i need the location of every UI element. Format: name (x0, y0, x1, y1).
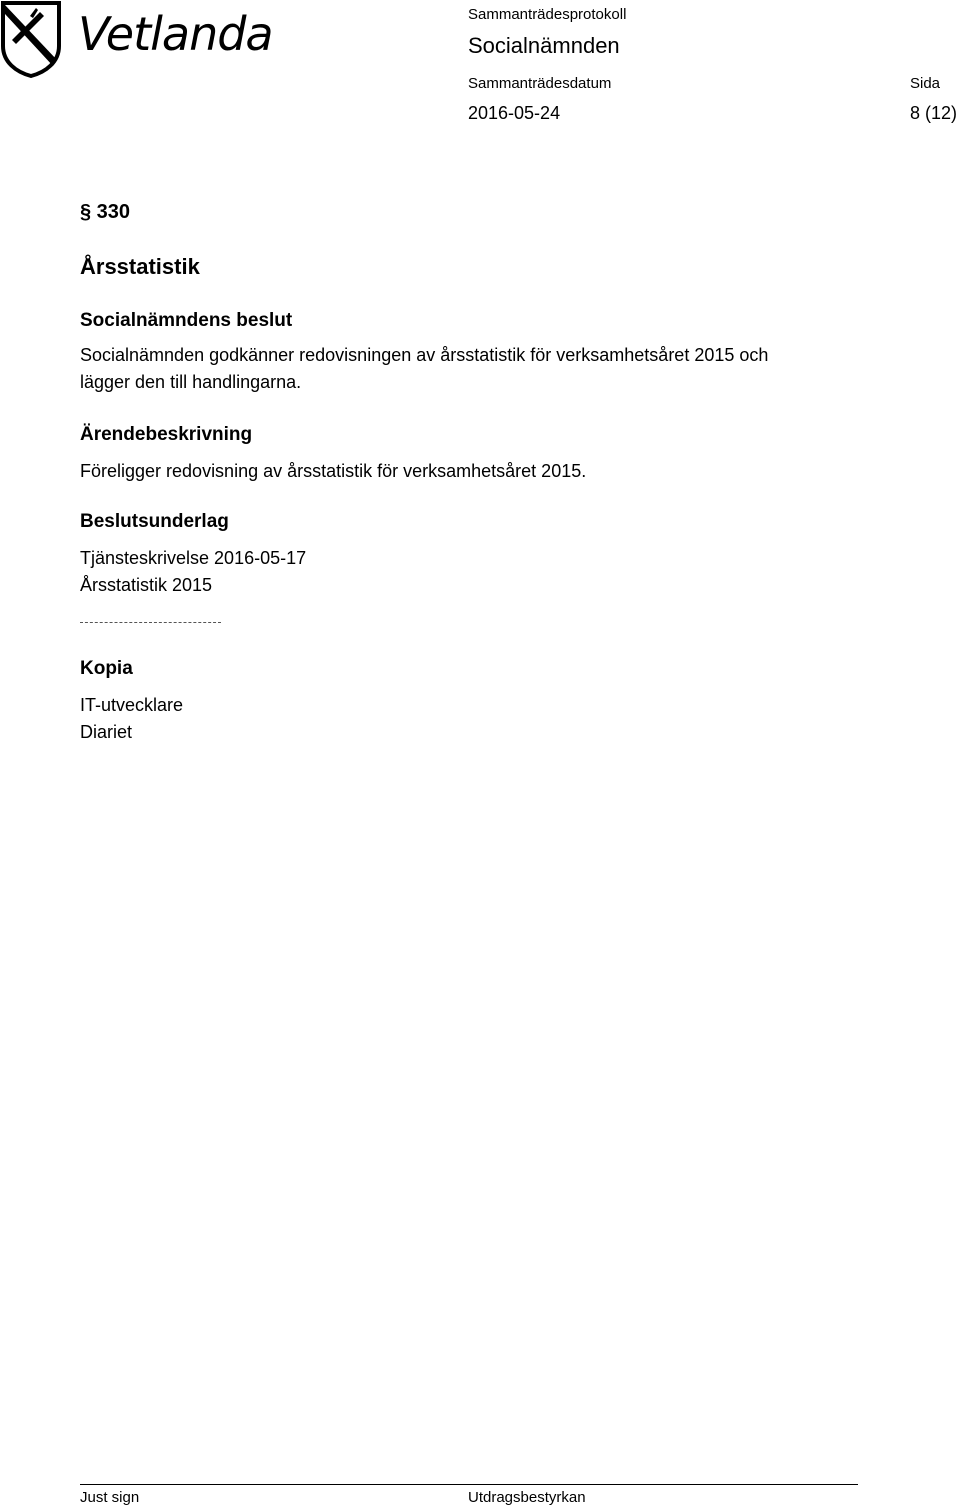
meeting-date-value: 2016-05-24 (468, 103, 561, 123)
paragraph-number: § 330 (80, 201, 131, 223)
page-value: 8 (12) (910, 103, 958, 123)
description-heading: Ärendebeskrivning (80, 424, 253, 445)
vetlanda-wordmark: Vetlanda (78, 7, 273, 61)
decision-text (80, 342, 880, 396)
footer-extract-verification: Utdragsbestyrkan (468, 1489, 586, 1506)
document-type: Sammanträdesprotokoll (468, 6, 627, 23)
basis-item: Årsstatistik 2015 (80, 575, 213, 595)
paragraph-title: Årsstatistik (80, 254, 200, 279)
decision-line: lägger den till handlingarna. (80, 372, 302, 392)
separator-line (80, 622, 221, 623)
copy-heading: Kopia (80, 658, 133, 679)
footer-just-sign: Just sign (80, 1489, 140, 1506)
copy-list (80, 692, 183, 746)
description-text: Föreligger redovisning av årsstatistik för verksamhetsåret 2015. (80, 461, 587, 481)
vetlanda-coat-of-arms-logo (0, 0, 62, 78)
basis-heading: Beslutsunderlag (80, 511, 229, 532)
page-label: Sida (910, 75, 941, 92)
committee-name: Socialnämnden (468, 33, 620, 58)
footer-rule (80, 1484, 858, 1485)
basis-item: Tjänsteskrivelse 2016-05-17 (80, 548, 307, 568)
meeting-date-label: Sammanträdesdatum (468, 75, 612, 92)
basis-list (80, 545, 306, 599)
copy-item: Diariet (80, 722, 133, 742)
decision-line: Socialnämnden godkänner redovisningen av årsstatistik för verksamhetsåret 2015 och (80, 345, 769, 365)
copy-item: IT-utvecklare (80, 695, 184, 715)
decision-heading: Socialnämndens beslut (80, 310, 293, 331)
